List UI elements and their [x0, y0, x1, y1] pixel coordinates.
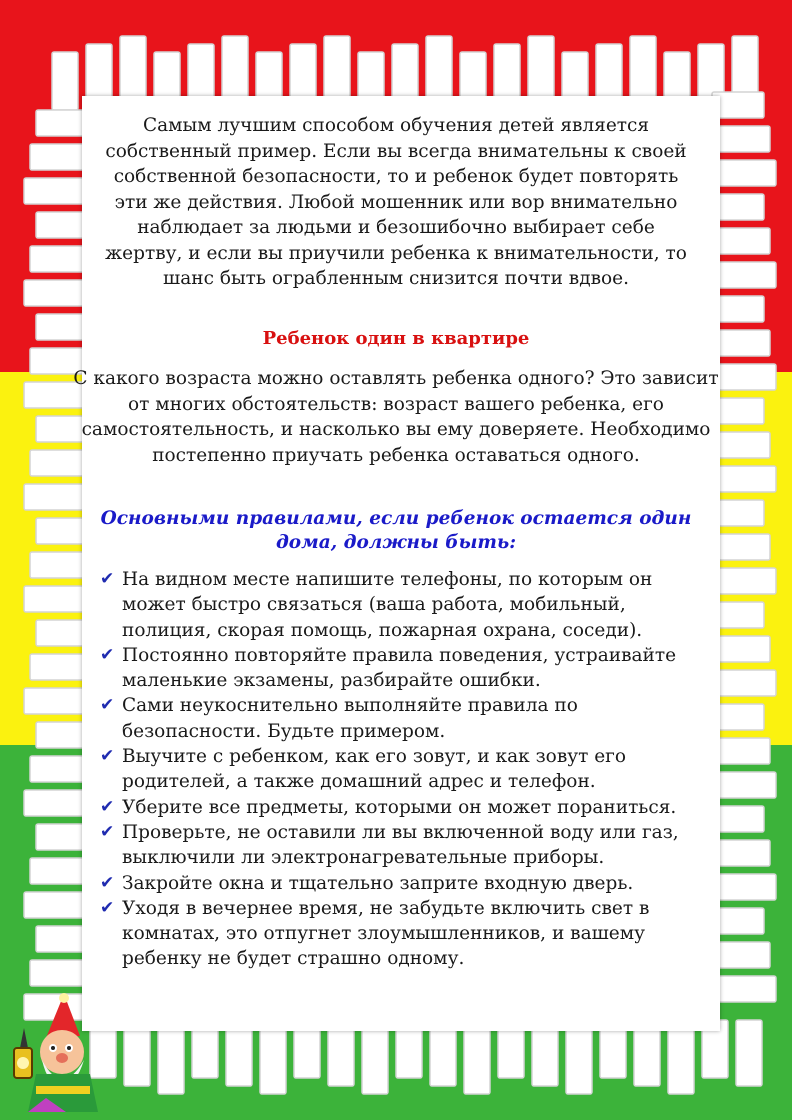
section-heading: Ребенок один в квартире [262, 328, 530, 349]
rules-list [100, 567, 720, 972]
list-item: ✔ Постоянно повторяйте правила поведения, устраивайте маленькие экзамены, разбирайте ошибки. [100, 644, 677, 692]
list-item: ✔ На видном месте напишите телефоны, по которым он может быстро связаться (ваша работа, мобильный, полиция, скорая помощь, пожарная охрана, соседи). [100, 569, 653, 641]
checkmark-icon: ✔ [100, 746, 115, 767]
list-item: ✔ Сами неукоснительно выполняйте правила по безопасности. Будьте примером. [100, 695, 578, 742]
gnome-with-lantern-icon [6, 990, 116, 1115]
checkmark-icon: ✔ [100, 569, 115, 589]
checkmark-icon: ✔ [100, 796, 115, 817]
checkmark-icon: ✔ [100, 695, 115, 716]
rules-heading: Основными правилами, если ребенок остается один дома, должны быть: [100, 508, 692, 553]
section-paragraph: С какого возраста можно оставлять ребенка одного? Это зависит от многих обстоятельств: возраст вашего ребенка, его самостоятельность, и насколько вы ему доверяете. Необходимо постепенно приучать ребенка оставаться одного. [73, 368, 719, 466]
list-item: ✔ Проверьте, не оставили ли вы включенной воду или газ, выключили ли электронагревательные приборы. [100, 821, 679, 869]
checkmark-icon: ✔ [100, 872, 115, 893]
intro-paragraph: Самым лучшим способом обучения детей является собственный пример. Если вы всегда внимательны к своей собственной безопасности, то и ребенок будет повторять эти же действия. Любой мошенник или вор внимательно наблюдает за людьми и безошибочно выбирает себе жертву, и если вы приучили ребенка к внимательности, то шанс быть ограбленным снизится почти вдвое. [105, 115, 687, 289]
checkmark-icon: ✔ [100, 644, 115, 665]
checkmark-icon: ✔ [100, 897, 115, 918]
checkmark-icon: ✔ [100, 821, 115, 842]
list-item: ✔ Закройте окна и тщательно заприте входную дверь. [100, 871, 720, 896]
list-item: ✔ Уберите все предметы, которыми он может пораниться. [100, 795, 720, 820]
list-item: ✔ Выучите с ребенком, как его зовут, и как зовут его родителей, а также домашний адрес и телефон. [100, 746, 627, 793]
list-item: ✔ Уходя в вечернее время, не забудьте включить свет в комнатах, это отпугнет злоумышленников, и вашему ребенку не будет страшно одному. [100, 897, 650, 970]
